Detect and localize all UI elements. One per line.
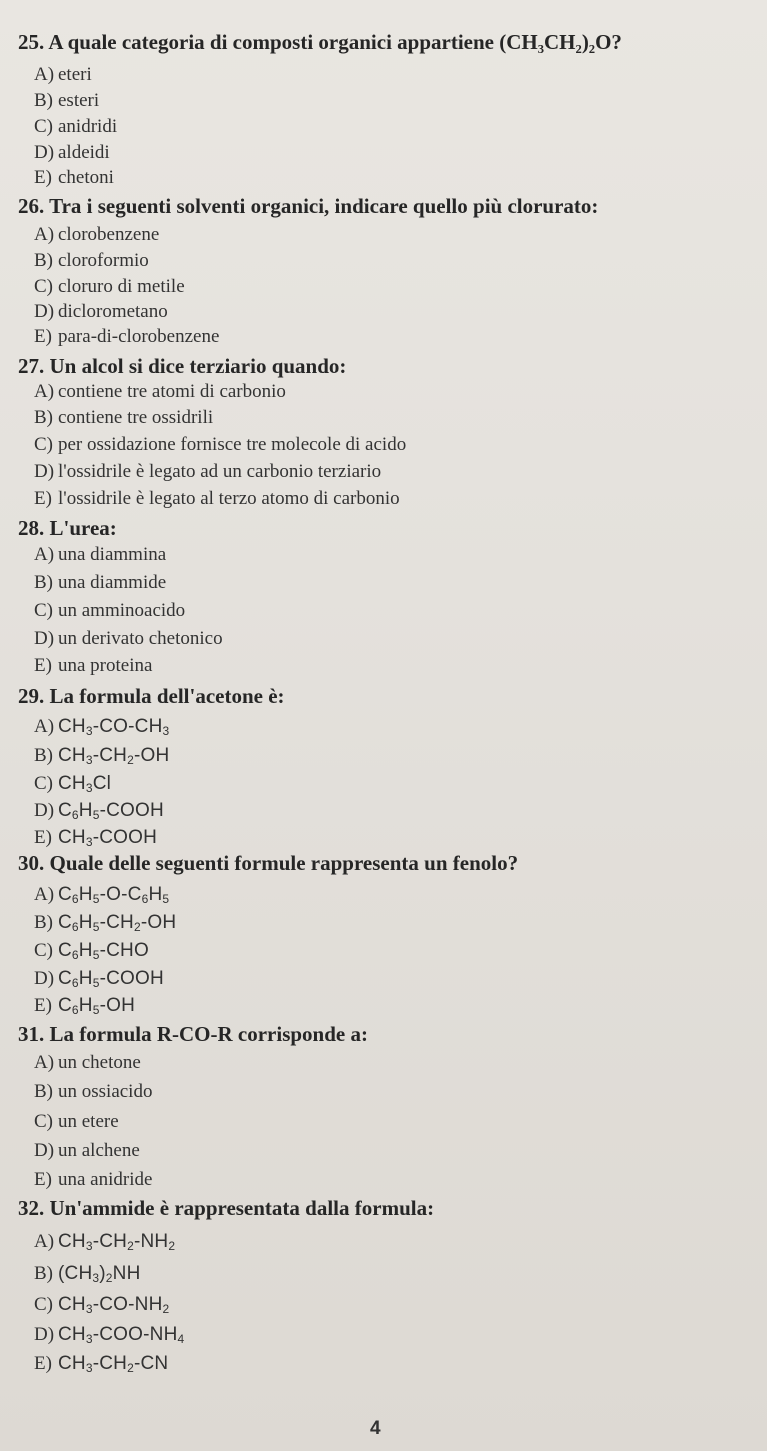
- question-31-option-a: A) un chetone: [34, 1052, 141, 1073]
- question-28-option-c: C) un amminoacido: [34, 600, 186, 621]
- question-29-option-e: E) $CH_3$-COOH: [34, 827, 158, 849]
- question-26-option-a: A) clorobenzene: [34, 224, 160, 245]
- question-25-option-a: A) eteri: [34, 64, 92, 85]
- page-number: 4: [370, 1418, 381, 1439]
- formula-dimethylamine: $(CH_3)_2NH$: [58, 1263, 141, 1285]
- question-30-option-c: C) $C_6H_5$-CHO: [34, 940, 149, 962]
- formula-ammonium-acetate: $CH_3-COO-NH_4$: [58, 1324, 185, 1346]
- question-26-heading: 26. Tra i seguenti solventi organici, indicare quello più clorurato:: [18, 194, 599, 218]
- question-32-option-e: E) $CH_3-CH_2-CN$: [34, 1353, 169, 1375]
- formula-propionitrile: $CH_3-CH_2-CN$: [58, 1353, 169, 1375]
- formula-acetone: $CH_3-CO-CH_3$: [58, 716, 170, 738]
- question-27-option-e: E) l'ossidrile è legato al terzo atomo di carbonio: [34, 488, 400, 509]
- question-28-option-b: B) una diammide: [34, 572, 167, 593]
- question-32-option-c: C) $CH_3-CO-NH_2$: [34, 1294, 170, 1316]
- question-31-heading: 31. La formula R-CO-R corrisponde a:: [18, 1022, 368, 1046]
- formula-phenol: $C_6H_5-OH$: [58, 995, 136, 1017]
- question-27-option-c: C) per ossidazione fornisce tre molecole di acido: [34, 434, 407, 455]
- formula-benzoic-acid-2: $C_6H_5$-COOH: [58, 968, 164, 990]
- formula-ethylamine: $CH_3-CH_2-NH_2$: [58, 1231, 176, 1253]
- question-29-option-a: A) $CH_3-CO-CH_3$: [34, 716, 170, 738]
- formula-diphenyl-ether: $C_6H_5-O-C_6H_5$: [58, 884, 170, 906]
- question-30-option-b: B) $C_6H_5-CH_2-OH$: [34, 912, 177, 934]
- question-30-heading: 30. Quale delle seguenti formule rappresenta un fenolo?: [18, 851, 519, 875]
- question-32-option-a: A) $CH_3-CH_2-NH_2$: [34, 1231, 176, 1253]
- question-27-heading: 27. Un alcol si dice terziario quando:: [18, 354, 347, 378]
- question-32-option-b: B) $(CH_3)_2NH$: [34, 1263, 141, 1285]
- question-30-option-e: E) $C_6H_5-OH$: [34, 995, 136, 1017]
- question-31-option-e: E) una anidride: [34, 1169, 153, 1190]
- question-25-option-c: C) anidridi: [34, 116, 118, 137]
- question-29-option-b: B) $CH_3-CH_2-OH$: [34, 745, 170, 767]
- formula-acetamide: $CH_3-CO-NH_2$: [58, 1294, 170, 1316]
- question-28-heading: 28. L'urea:: [18, 516, 117, 540]
- question-28-option-d: D) un derivato chetonico: [34, 628, 223, 649]
- question-25-heading: 25. A quale categoria di composti organici appartiene (CH₃CH₂)₂O?: [18, 30, 622, 54]
- question-29-option-d: D) $C_6H_5$-COOH: [34, 800, 164, 822]
- question-31-option-c: C) un etere: [34, 1111, 119, 1132]
- formula-chloromethane: $CH_3Cl$: [58, 773, 112, 795]
- formula-ethanol: $CH_3-CH_2-OH$: [58, 745, 170, 767]
- question-25-option-b: B) esteri: [34, 90, 100, 111]
- question-28-option-e: E) una proteina: [34, 655, 153, 676]
- formula-benzoic-acid: $C_6H_5$-COOH: [58, 800, 164, 822]
- question-27-option-b: B) contiene tre ossidrili: [34, 407, 214, 428]
- question-28-option-a: A) una diammina: [34, 544, 167, 565]
- question-27-option-d: D) l'ossidrile è legato ad un carbonio terziario: [34, 461, 382, 482]
- formula-benzyl-alcohol: $C_6H_5-CH_2-OH$: [58, 912, 177, 934]
- question-25-option-e: E) chetoni: [34, 167, 114, 188]
- question-31-option-b: B) un ossiacido: [34, 1081, 153, 1102]
- question-26-option-b: B) cloroformio: [34, 250, 149, 271]
- question-25-option-d: D) aldeidi: [34, 142, 110, 163]
- question-29-option-c: C) $CH_3Cl$: [34, 773, 112, 795]
- question-29-heading: 29. La formula dell'acetone è:: [18, 684, 285, 708]
- question-26-option-c: C) cloruro di metile: [34, 276, 185, 297]
- question-26-option-d: D) diclorometano: [34, 301, 168, 322]
- question-30-option-d: D) $C_6H_5$-COOH: [34, 968, 164, 990]
- formula-benzaldehyde: $C_6H_5$-CHO: [58, 940, 149, 962]
- question-32-heading: 32. Un'ammide è rappresentata dalla formula:: [18, 1196, 435, 1220]
- question-31-option-d: D) un alchene: [34, 1140, 140, 1161]
- question-30-option-a: A) $C_6H_5-O-C_6H_5$: [34, 884, 170, 906]
- formula-acetic-acid: $CH_3$-COOH: [58, 827, 158, 849]
- question-26-option-e: E) para-di-clorobenzene: [34, 326, 220, 347]
- question-27-option-a: A) contiene tre atomi di carbonio: [34, 381, 286, 402]
- question-32-option-d: D) $CH_3-COO-NH_4$: [34, 1324, 185, 1346]
